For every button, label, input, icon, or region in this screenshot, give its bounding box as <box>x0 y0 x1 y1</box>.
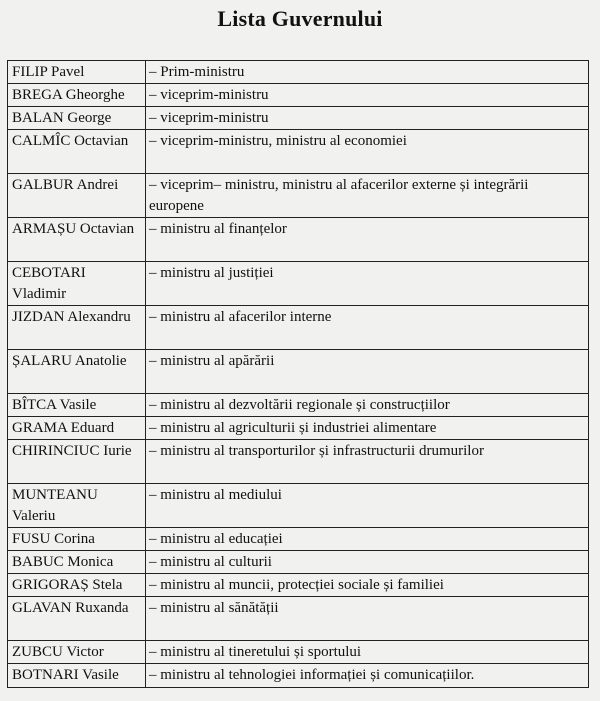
minister-name: BÎTCA Vasile <box>8 394 146 416</box>
minister-role: – ministru al finanțelor <box>149 221 287 237</box>
minister-name: FUSU Corina <box>8 528 146 550</box>
table-row <box>8 130 588 174</box>
table-row <box>8 107 588 130</box>
minister-role: – ministru al afacerilor interne <box>149 309 332 325</box>
minister-role: – ministru al educației <box>149 531 283 547</box>
minister-role: – ministru al transporturilor și infrastructurii drumurilor <box>149 443 484 459</box>
minister-name: BABUC Monica <box>8 551 146 573</box>
minister-name: JIZDAN Alexandru <box>8 306 146 349</box>
minister-name: CHIRINCIUC Iurie <box>8 440 146 483</box>
table-row <box>8 350 588 394</box>
minister-role: – viceprim-ministru <box>149 87 269 103</box>
page-title: Lista Guvernului <box>217 6 383 31</box>
minister-name: ȘALARU Anatolie <box>8 350 146 393</box>
table-row <box>8 306 588 350</box>
minister-name: GRAMA Eduard <box>8 417 146 439</box>
minister-role: – ministru al agriculturii și industriei alimentare <box>149 420 437 436</box>
table-row <box>8 174 588 218</box>
minister-name: GALBUR Andrei <box>8 174 146 217</box>
minister-name: FILIP Pavel <box>8 61 146 83</box>
government-list-table <box>7 60 589 688</box>
minister-name: MUNTEANU Valeriu <box>8 484 146 527</box>
minister-role: – ministru al justiției <box>149 265 274 281</box>
minister-role: – viceprim-ministru <box>149 110 269 126</box>
minister-role: – ministru al tehnologiei informației și comunicațiilor. <box>149 667 475 683</box>
minister-role: – ministru al muncii, protecției sociale și familiei <box>149 577 444 593</box>
table-row <box>8 641 588 664</box>
table-row <box>8 61 588 84</box>
minister-role: – ministru al culturii <box>149 554 272 570</box>
minister-name: ARMAȘU Octavian <box>8 218 146 261</box>
minister-role: – viceprim-ministru, ministru al economiei <box>149 133 407 149</box>
minister-name: BOTNARI Vasile <box>8 664 146 687</box>
minister-name: BALAN George <box>8 107 146 129</box>
minister-role: – Prim-ministru <box>149 64 245 80</box>
table-row <box>8 484 588 528</box>
minister-name: CALMÎC Octavian <box>8 130 146 173</box>
table-row <box>8 528 588 551</box>
table-row <box>8 440 588 484</box>
minister-role: – ministru al sănătății <box>149 600 279 616</box>
table-row <box>8 597 588 641</box>
table-row <box>8 394 588 417</box>
minister-role: – ministru al apărării <box>149 353 275 369</box>
minister-name: BREGA Gheorghe <box>8 84 146 106</box>
minister-name: GLAVAN Ruxanda <box>8 597 146 640</box>
table-row <box>8 262 588 306</box>
table-row <box>8 84 588 107</box>
table-row <box>8 551 588 574</box>
table-row <box>8 218 588 262</box>
minister-role: – ministru al mediului <box>149 487 282 503</box>
table-row <box>8 417 588 440</box>
table-row <box>8 574 588 597</box>
minister-name: ZUBCU Victor <box>8 641 146 663</box>
minister-name: CEBOTARI Vladimir <box>8 262 146 305</box>
minister-name: GRIGORAȘ Stela <box>8 574 146 596</box>
table-row <box>8 664 588 687</box>
minister-role: – viceprim– ministru, ministru al afacerilor externe și integrării europene <box>149 177 529 214</box>
minister-role: – ministru al tineretului și sportului <box>149 644 362 660</box>
minister-role: – ministru al dezvoltării regionale și construcțiilor <box>149 397 450 413</box>
